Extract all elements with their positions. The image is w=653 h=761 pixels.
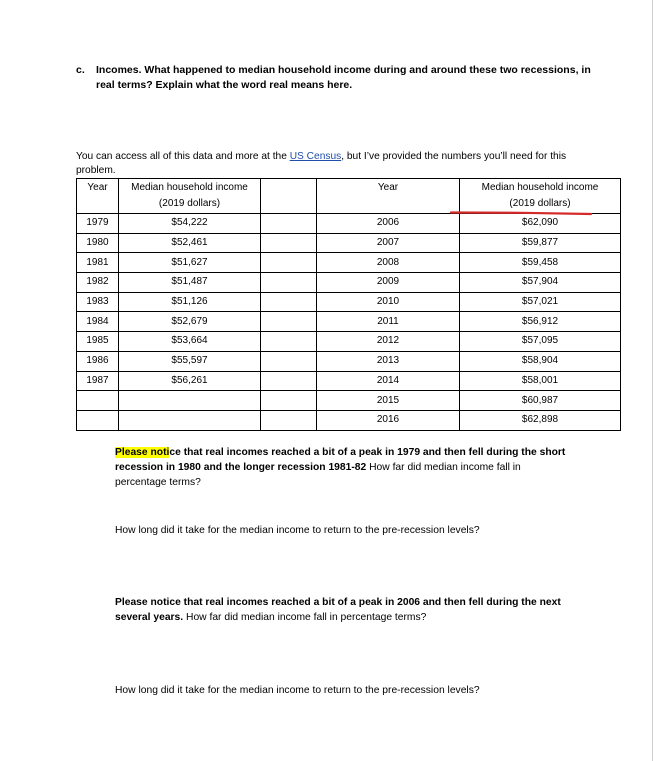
blank-spacer-cell [261, 391, 317, 411]
question-letter: c. [76, 64, 85, 76]
year-left-cell: 1981 [77, 253, 119, 273]
table-row [77, 410, 621, 430]
year-left-cell: 1985 [77, 332, 119, 352]
year-right-cell: 2014 [317, 371, 460, 391]
year-right-cell: 2015 [317, 391, 460, 411]
year-right-cell: 2012 [317, 332, 460, 352]
year-right-cell: 2016 [317, 410, 460, 430]
highlighted-text: Please noti [115, 447, 170, 458]
year-right-cell: 2011 [317, 312, 460, 332]
table-row [77, 351, 621, 371]
us-census-link[interactable]: US Census [289, 151, 342, 162]
year-left-cell [77, 410, 119, 430]
blank-spacer-cell [261, 332, 317, 352]
income-table [76, 178, 621, 431]
year-right-cell: 2008 [317, 253, 460, 273]
income-right-cell: $59,458 [460, 253, 621, 273]
income-right-cell: $62,090 [460, 214, 621, 234]
year-right-cell: 2010 [317, 292, 460, 312]
header-income-line1: Median household income [131, 182, 248, 193]
year-right-cell: 2009 [317, 273, 460, 293]
question-c [76, 63, 596, 92]
table-row [77, 312, 621, 332]
year-right-cell: 2007 [317, 233, 460, 253]
income-right-cell: $62,898 [460, 410, 621, 430]
table-header-row [77, 179, 621, 214]
year-left-cell [77, 391, 119, 411]
income-left-cell [119, 391, 261, 411]
income-right-cell: $57,095 [460, 332, 621, 352]
header-blank-spacer [261, 179, 317, 214]
table-body [77, 214, 621, 431]
income-left-cell: $51,126 [119, 292, 261, 312]
table-row [77, 273, 621, 293]
table-row [77, 371, 621, 391]
red-underline-annotation [451, 211, 591, 215]
table-row [77, 391, 621, 411]
header-income-line2: (2019 dollars) [509, 198, 571, 209]
income-left-cell: $51,487 [119, 273, 261, 293]
header-income-left [119, 179, 261, 214]
paragraph1-question: How far did median income fall in percentage terms? [115, 462, 521, 488]
year-left-cell: 1983 [77, 292, 119, 312]
income-right-cell: $58,904 [460, 351, 621, 371]
blank-spacer-cell [261, 233, 317, 253]
income-left-cell: $52,461 [119, 233, 261, 253]
year-left-cell: 1986 [77, 351, 119, 371]
paragraph3-question: How far did median income fall in percentage terms? [183, 612, 427, 623]
income-right-cell: $60,987 [460, 391, 621, 411]
intro-after-link: , but I’ve provided the numbers you’ll need for this problem. [76, 151, 567, 176]
year-left-cell: 1987 [77, 371, 119, 391]
question-c-text: Incomes. What happened to median household income during and around these two recessions, in real terms? Explain what the word real means here. [96, 64, 591, 91]
header-income-line1: Median household income [481, 182, 599, 193]
blank-spacer-cell [261, 351, 317, 371]
income-left-cell: $56,261 [119, 371, 261, 391]
year-left-cell: 1984 [77, 312, 119, 332]
paragraph-1979-peak [115, 445, 575, 490]
header-income-right [460, 179, 621, 214]
table-row [77, 214, 621, 234]
year-left-cell: 1982 [77, 273, 119, 293]
table-row [77, 233, 621, 253]
year-left-cell: 1980 [77, 233, 119, 253]
blank-spacer-cell [261, 371, 317, 391]
income-left-cell: $55,597 [119, 351, 261, 371]
income-right-cell: $57,021 [460, 292, 621, 312]
blank-spacer-cell [261, 214, 317, 234]
blank-spacer-cell [261, 253, 317, 273]
header-income-line2: (2019 dollars) [158, 198, 221, 209]
year-right-cell: 2013 [317, 351, 460, 371]
year-left-cell: 1979 [77, 214, 119, 234]
income-right-cell: $59,877 [460, 233, 621, 253]
blank-spacer-cell [261, 273, 317, 293]
paragraph-recovery-1: How long did it take for the median income to return to the pre-recession levels? [115, 525, 480, 536]
paragraph-2006-peak [115, 595, 575, 625]
paragraph3-bold: Please notice that real incomes reached a bit of a peak in 2006 and then fell during the next several years. [115, 597, 561, 623]
blank-spacer-cell [261, 410, 317, 430]
intro-before-link: You can access all of this data and more at the [76, 151, 290, 162]
paragraph1-bold: ce that real incomes reached a bit of a peak in 1979 and then fell during the short recession in 1980 and the longer recession 1981-82 [115, 447, 566, 473]
header-year-right: Year [317, 179, 460, 214]
income-left-cell [119, 410, 261, 430]
income-left-cell: $51,627 [119, 253, 261, 273]
income-right-cell: $57,904 [460, 273, 621, 293]
income-left-cell: $54,222 [119, 214, 261, 234]
blank-spacer-cell [261, 292, 317, 312]
income-right-cell: $58,001 [460, 371, 621, 391]
income-left-cell: $53,664 [119, 332, 261, 352]
paragraph-recovery-2: How long did it take for the median income to return to the pre-recession levels? [115, 685, 480, 696]
header-year-left: Year [77, 179, 119, 214]
year-right-cell: 2006 [317, 214, 460, 234]
table-row [77, 332, 621, 352]
income-left-cell: $52,679 [119, 312, 261, 332]
intro-paragraph [76, 150, 576, 177]
table-row [77, 292, 621, 312]
table-row [77, 253, 621, 273]
income-right-cell: $56,912 [460, 312, 621, 332]
blank-spacer-cell [261, 312, 317, 332]
